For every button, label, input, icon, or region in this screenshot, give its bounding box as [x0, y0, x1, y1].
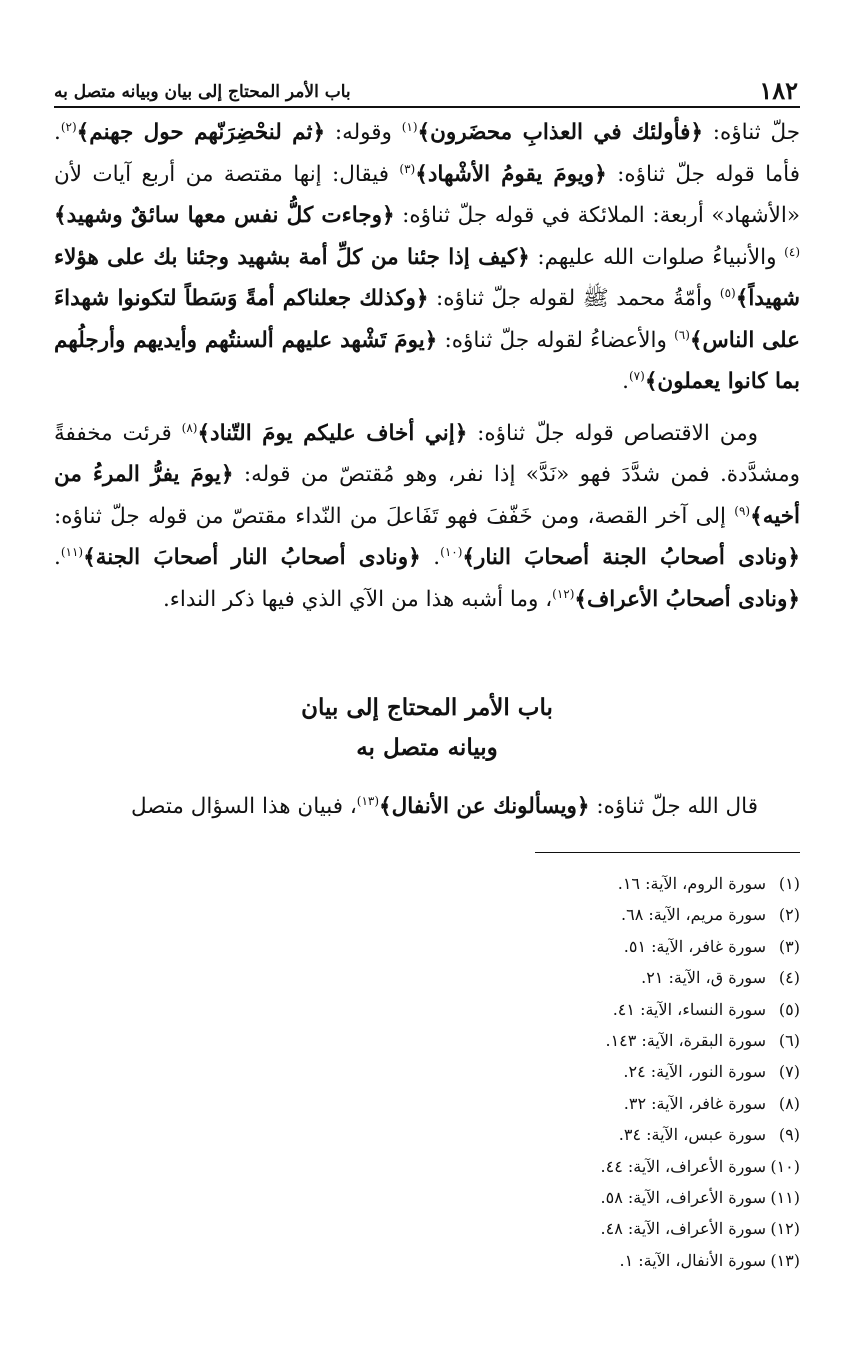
footnote-ref: (١٣)	[356, 793, 380, 808]
footnote-text: سورة غافر، الآية: ٣٢.	[623, 1093, 766, 1113]
text-segment: ، وما أشبه هذا من الآي الذي فيها ذكر النداء.	[162, 586, 553, 612]
footnote-ref: (٥)	[719, 285, 736, 300]
footnote-ref: (٢)	[60, 119, 77, 134]
text-segment: ، فبيان هذا السؤال متصل	[130, 794, 357, 819]
footnote-number: (٥)	[778, 999, 800, 1019]
footnote-item	[454, 1151, 800, 1182]
footnote-item	[454, 1025, 800, 1056]
footnote-text: سورة الروم، الآية: ١٦.	[617, 874, 766, 893]
text-segment: .	[420, 545, 441, 570]
footnote-text: سورة الأعراف، الآية: ٥٨.	[600, 1188, 766, 1208]
footnote-item	[454, 962, 800, 993]
text-segment: . فأما قوله جلّ ثناؤه:	[54, 120, 801, 187]
quran-quote: ﴿وجاءت كلُّ نفس معها سائقٌ وشهيد﴾	[54, 203, 395, 228]
footnote-ref: (٤)	[784, 244, 800, 259]
footnote-text: سورة مريم، الآية: ٦٨.	[621, 905, 766, 925]
quran-quote: ﴿ونادى أصحابُ النار أصحابَ الجنة﴾	[83, 545, 421, 570]
paragraph-1	[54, 112, 800, 403]
footnote-ref: (١٠)	[440, 544, 463, 559]
footnote-number: (١٣)	[770, 1250, 800, 1270]
page-number: ١٨٢	[759, 76, 798, 105]
footnote-item	[454, 1182, 800, 1213]
footnote-ref: (٦)	[674, 327, 690, 342]
footnote-item	[454, 994, 800, 1025]
footnote-number: (٩)	[778, 1125, 800, 1145]
footnote-text: سورة البقرة، الآية: ١٤٣.	[605, 1031, 766, 1051]
quran-quote: ﴿ويومَ يقومُ الأشْهاد﴾	[415, 161, 607, 187]
footnote-item	[454, 1245, 800, 1276]
footnote-ref: (٣)	[399, 161, 416, 176]
quran-quote: ﴿ويسألونك عن الأنفال﴾	[379, 794, 590, 819]
quran-quote: ﴿فأولئك في العذابِ محضَرون﴾	[417, 120, 703, 145]
footnote-ref: (١١)	[60, 544, 84, 559]
text-segment: والأعضاءُ لقوله جلّ ثناؤه:	[437, 327, 675, 353]
quran-quote: ﴿ثم لنحْضِرَنّهم حول جهنم﴾	[76, 120, 326, 145]
footnote-ref: (١)	[401, 119, 418, 134]
section-heading-line-1: باب الأمر المحتاج إلى بيان	[301, 694, 553, 721]
footnote-number: (١)	[778, 874, 800, 893]
footnote-item	[454, 899, 800, 930]
text-segment: قرئت مخففةً ومشدَّدة. فمن شدَّدَ فهو «نَدَّ» إذا نفر، وهو مُقتصّ من قوله:	[54, 420, 800, 487]
footnote-text: سورة الأعراف، الآية: ٤٨.	[600, 1219, 766, 1239]
footnote-item	[454, 1088, 800, 1119]
footnote-number: (٢)	[778, 905, 800, 925]
footnote-text: سورة عبس، الآية: ٣٤.	[618, 1125, 766, 1145]
text-segment: والأنبياءُ صلوات الله عليهم:	[529, 244, 785, 270]
footnote-text: سورة غافر، الآية: ٥١.	[623, 936, 766, 956]
footnote-number: (١٠)	[770, 1156, 800, 1176]
footnote-item	[454, 1213, 800, 1244]
running-head	[54, 72, 800, 108]
text-segment: .	[622, 369, 629, 394]
footnote-item	[454, 931, 800, 962]
section-heading	[54, 688, 800, 768]
footnote-text: سورة الأعراف، الآية: ٤٤.	[600, 1156, 766, 1176]
text-segment: .	[54, 545, 61, 570]
footnote-ref: (١٢)	[552, 586, 575, 601]
quran-quote: ﴿وكذلك جعلناكم أمةً وَسَطاً لتكونوا شهداءَ على الناس﴾	[54, 286, 800, 353]
footnote-list	[454, 868, 800, 1276]
footnote-text: سورة الأنفال، الآية: ١.	[619, 1250, 766, 1270]
quran-quote: ﴿يومَ تَشْهد عليهم ألسنتُهم وأيديهم وأرجلُهم بما كانوا يعملون﴾	[54, 327, 800, 394]
footnote-item	[454, 1056, 800, 1087]
text-segment: جلّ ثناؤه:	[703, 120, 801, 145]
footnote-text: سورة النور، الآية: ٢٤.	[623, 1062, 766, 1082]
text-segment: قال الله جلّ ثناؤه:	[589, 794, 758, 819]
text-segment: وأمّةُ محمد ﷺ لقوله جلّ ثناؤه:	[428, 286, 720, 311]
section-heading-line-2: وبيانه متصل به	[356, 734, 498, 761]
running-title: باب الأمر المحتاج إلى بيان وبيانه متصل به	[54, 82, 351, 102]
quran-quote: ﴿إني أخاف عليكم يومَ التّناد﴾	[197, 420, 468, 446]
quran-quote: ﴿ونادى أصحابُ الجنة أصحابَ النار﴾	[462, 545, 801, 570]
footnote-ref: (٨)	[181, 420, 198, 435]
footnote-text: سورة ق، الآية: ٢١.	[641, 968, 766, 988]
footnote-divider	[535, 852, 800, 853]
footnote-number: (٧)	[778, 1062, 800, 1082]
footnote-number: (٤)	[778, 968, 800, 988]
paragraph-2	[54, 413, 800, 621]
text-segment: إلى آخر القصة، ومن خَفّفَ فهو تَفَاعلَ من النّداء مقتصّ من قوله جلّ ثناؤه:	[54, 503, 735, 529]
footnote-number: (١١)	[770, 1188, 800, 1208]
main-text	[54, 112, 800, 620]
footnote-ref: (٧)	[628, 368, 645, 383]
footnote-number: (٨)	[778, 1093, 800, 1113]
footnote-number: (١٢)	[770, 1219, 800, 1239]
footnote-item	[454, 868, 800, 899]
section-paragraph	[54, 786, 800, 827]
footnote-number: (٦)	[778, 1031, 800, 1051]
footnote-number: (٣)	[778, 936, 800, 956]
quran-quote: ﴿يومَ يفرُّ المرءُ من أخيه﴾	[54, 462, 800, 529]
footnote-item	[454, 1119, 800, 1150]
footnote-ref: (٩)	[734, 503, 751, 518]
text-segment: وقوله:	[325, 120, 402, 145]
quran-quote: ﴿كيف إذا جئنا من كلِّ أمة بشهيد وجئنا بك على هؤلاء شهيداً﴾	[54, 244, 800, 311]
quran-quote: ﴿ونادى أصحابُ الأعراف﴾	[574, 586, 800, 612]
text-segment: فيقال: إنها مقتصة من أربع آيات لأن «الأشهاد» أربعة: الملائكة في قوله جلّ ثناؤه:	[54, 161, 800, 228]
text-segment: ومن الاقتصاص قوله جلّ ثناؤه:	[467, 420, 758, 446]
footnote-text: سورة النساء، الآية: ٤١.	[612, 999, 766, 1019]
